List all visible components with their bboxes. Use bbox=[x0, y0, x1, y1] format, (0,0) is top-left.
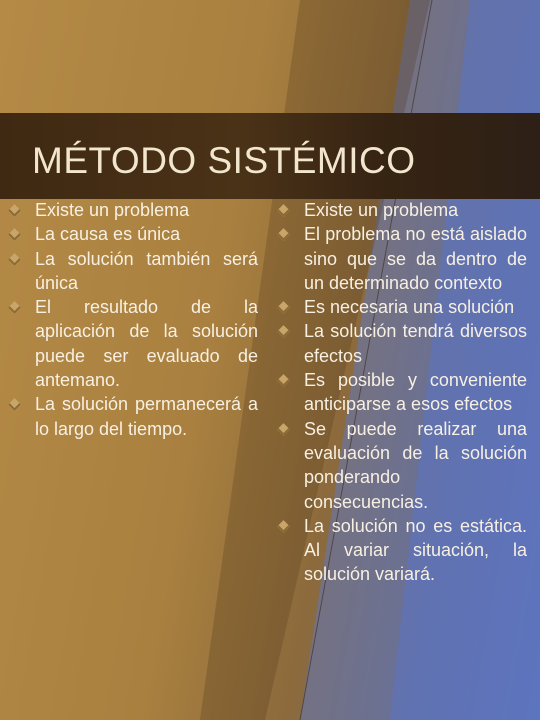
diamond-bullet-icon bbox=[8, 253, 21, 266]
list-item: Se puede realizar una evaluación de la solución ponderando consecuencias. bbox=[279, 417, 527, 514]
diamond-bullet-icon bbox=[277, 520, 290, 533]
list-item: La solución no es estática. Al variar situación, la solución variará. bbox=[279, 514, 527, 587]
slide-title: MÉTODO SISTÉMICO bbox=[32, 140, 416, 181]
list-item: Existe un problema bbox=[10, 198, 258, 222]
diamond-bullet-icon bbox=[8, 228, 21, 241]
list-item: La solución también será única bbox=[10, 247, 258, 296]
diamond-bullet-icon bbox=[277, 326, 290, 339]
list-item: La solución tendrá diversos efectos bbox=[279, 319, 527, 368]
list-item: Es necesaria una solución bbox=[279, 295, 527, 319]
list-item: El problema no está aislado sino que se da dentro de un determinado contexto bbox=[279, 222, 527, 295]
diamond-bullet-icon bbox=[277, 204, 290, 217]
list-item: La solución permanecerá a lo largo del tiempo. bbox=[10, 392, 258, 441]
diamond-bullet-icon bbox=[277, 228, 290, 241]
diamond-bullet-icon bbox=[277, 301, 290, 314]
diamond-bullet-icon bbox=[277, 423, 290, 436]
diamond-bullet-icon bbox=[8, 204, 21, 217]
diamond-bullet-icon bbox=[277, 374, 290, 387]
list-item: Existe un problema bbox=[279, 198, 527, 222]
left-bullet-list bbox=[10, 198, 258, 441]
right-bullet-list bbox=[279, 198, 527, 587]
list-item: Es posible y conveniente anticiparse a esos efectos bbox=[279, 368, 527, 417]
diamond-bullet-icon bbox=[8, 301, 21, 314]
list-item: La causa es única bbox=[10, 222, 258, 246]
diamond-bullet-icon bbox=[8, 399, 21, 412]
list-item: El resultado de la aplicación de la solución puede ser evaluado de antemano. bbox=[10, 295, 258, 392]
